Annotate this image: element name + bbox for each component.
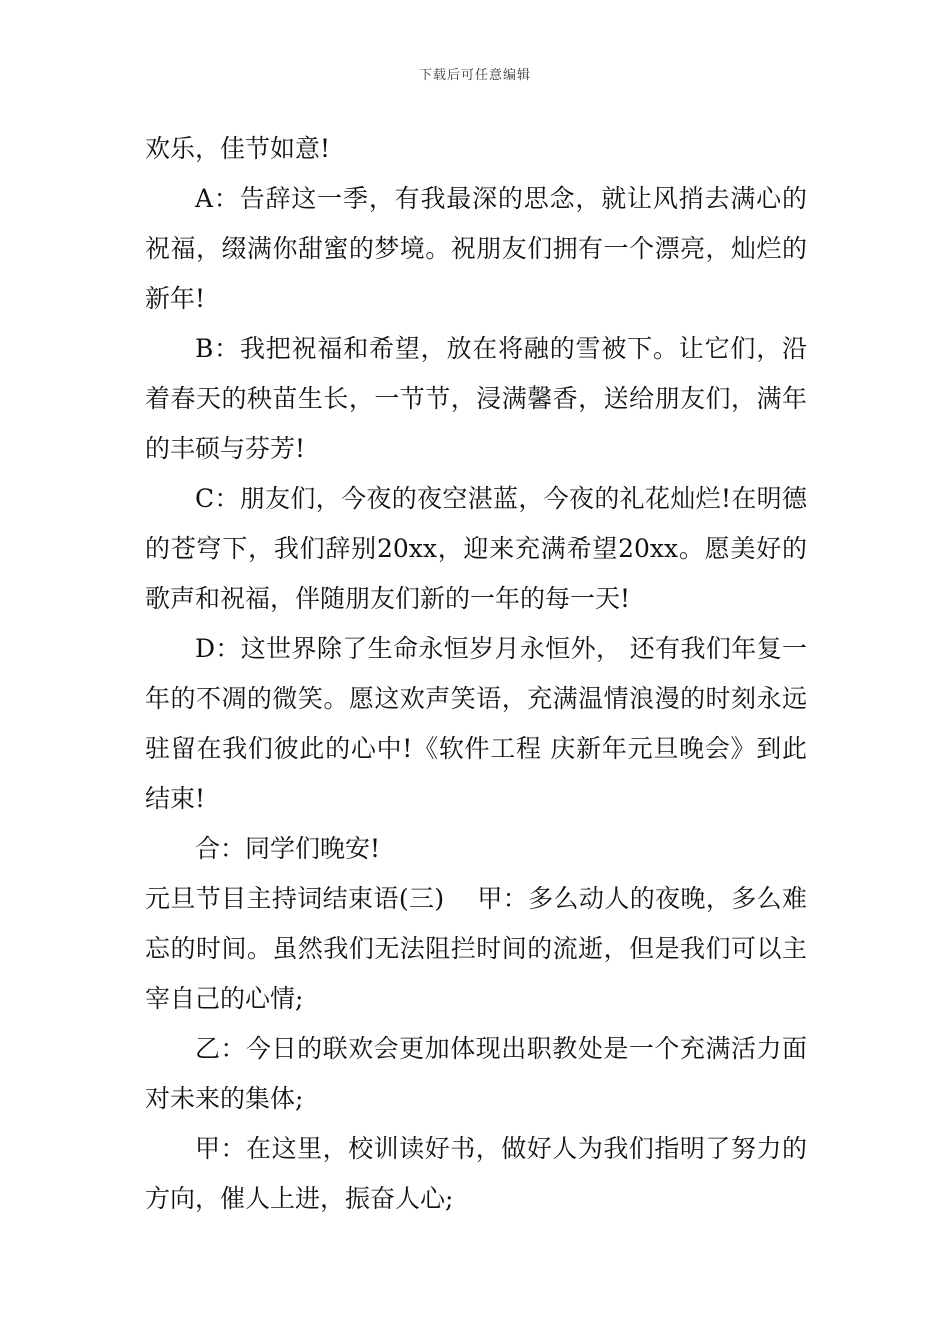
paragraph-host-d: D：这世界除了生命永恒岁月永恒外， 还有我们年复一年的不凋的微笑。愿这欢声笑语，充满温情浪漫的时刻永远驻留在我们彼此的心中!《软件工程 庆新年元旦晚会》到此结束! <box>145 634 807 813</box>
paragraph-closing-greeting: 欢乐，佳节如意! <box>145 134 331 163</box>
paragraph-section-three: 元旦节目主持词结束语(三) 甲：多么动人的夜晚，多么难忘的时间。虽然我们无法阻拦时间的流逝，但是我们可以主宰自己的心情; <box>145 884 807 1013</box>
paragraph-host-b: B：我把祝福和希望，放在将融的雪被下。让它们，沿着春天的秧苗生长，一节节，浸满馨香，送给朋友们，满年的丰硕与芬芳! <box>145 334 807 463</box>
paragraph-host-jia: 甲：在这里，校训读好书，做好人为我们指明了努力的方向，催人上进，振奋人心; <box>145 1134 807 1213</box>
document-body <box>145 124 807 1224</box>
paragraph-host-a: A：告辞这一季，有我最深的思念，就让风捎去满心的祝福，缀满你甜蜜的梦境。祝朋友们拥有一个漂亮，灿烂的新年! <box>145 184 807 313</box>
paragraph-all-hosts: 合：同学们晚安! <box>195 834 381 863</box>
page-header-note: 下载后可任意编辑 <box>418 68 531 83</box>
paragraph-host-c: C：朋友们，今夜的夜空湛蓝，今夜的礼花灿烂!在明德的苍穹下，我们辞别20xx，迎来充满希望20xx。愿美好的歌声和祝福，伴随朋友们新的一年的每一天! <box>145 484 807 613</box>
paragraph-host-yi: 乙：今日的联欢会更加体现出职教处是一个充满活力面对未来的集体; <box>145 1034 807 1113</box>
